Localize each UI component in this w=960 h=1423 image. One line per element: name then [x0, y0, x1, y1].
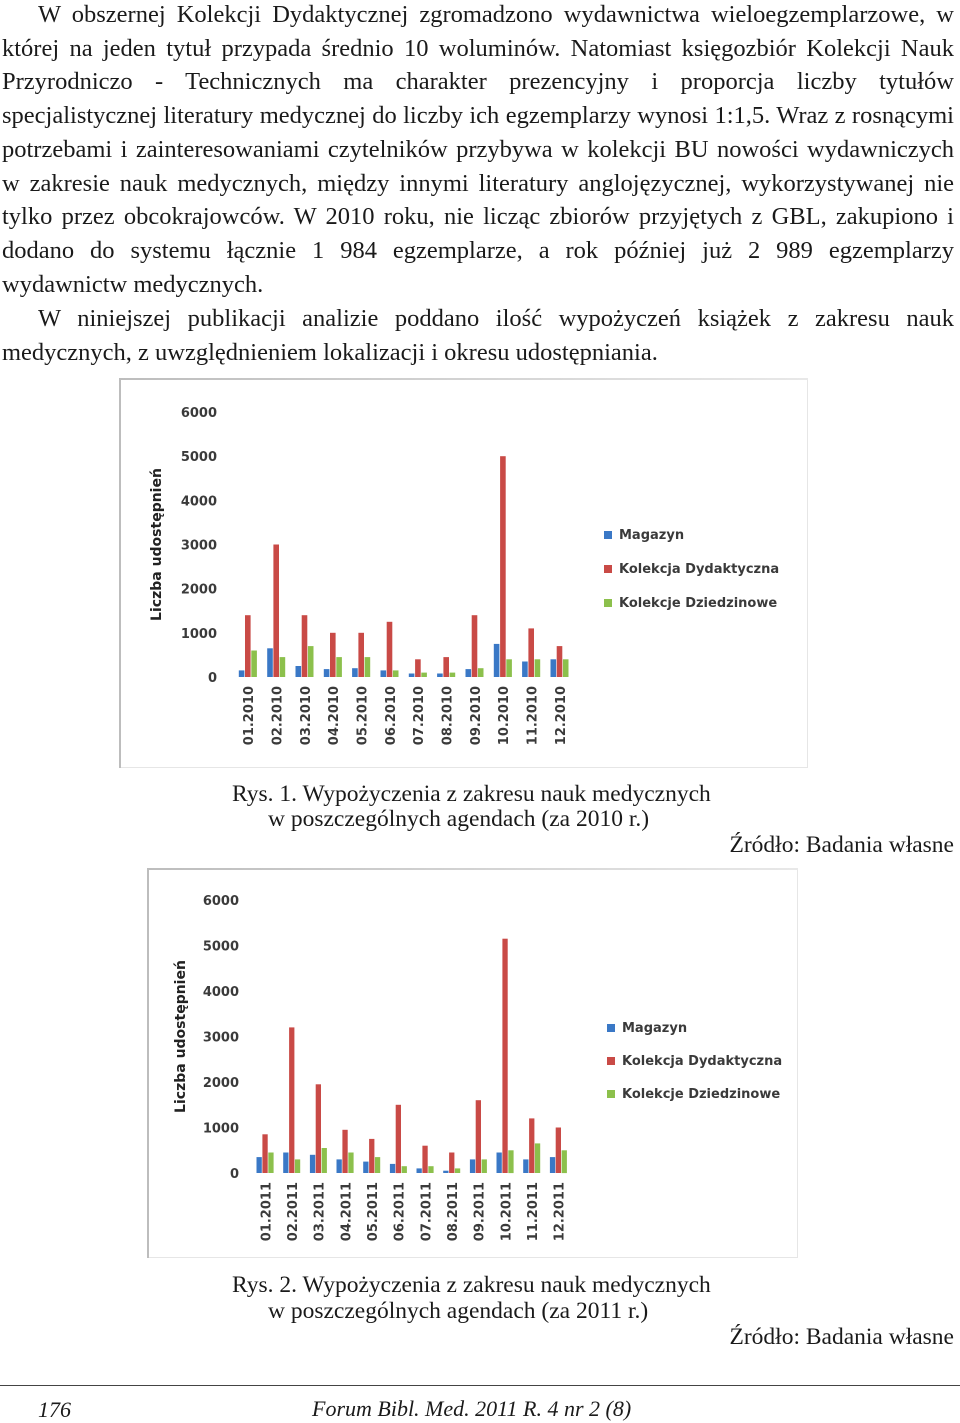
chart2-x-tick-label: 07.2011: [419, 1182, 435, 1242]
chart2-bar-magazyn: [443, 1171, 448, 1173]
chart2-bar-kolekcja-dydaktyczna: [316, 1084, 321, 1173]
chart2-y-tick-label: 6000: [202, 894, 239, 909]
chart1-bar-kolekcja-dydaktyczna: [358, 633, 364, 677]
chart2-y-tick-label: 1000: [202, 1121, 239, 1137]
chart1-y-axis-title: Liczba udostępnień: [149, 468, 165, 621]
chart2-x-tick-label: 05.2011: [366, 1182, 381, 1242]
chart2-bar-kolekcje-dziedzinowe: [402, 1166, 407, 1173]
chart1-y-tick-label: 6000: [180, 406, 217, 421]
chart1-x-tick-label: 05.2010: [355, 686, 371, 746]
chart2-bar-kolekcja-dydaktyczna: [396, 1105, 401, 1173]
body-paragraph-1: W obszernej Kolekcji Dydaktycznej zgromadzono wydawnictwa wieloegzemplarzowe, w której na jeden tytuł przypada średnio 10 woluminów. Natomiast księgozbiór Kolekcji Nauk Przyrodniczo - Technicznych ma charakter prezencyjny i proporcja liczby tytułów specjalistycznej literatury medycznej do liczby ich egzemplarzy wynosi 1:1,5. Wraz z rosnącymi potrzebami i zainteresowaniami czytelników przybywa w kolekcji BU nowości wydawniczych w zakresie nauk medycznych, między innymi literatury anglojęzycznej, wykorzystywanej nie tylko przez obcokrajowców. W 2010 roku, nie licząc zbiorów przyjętych z GBL, zakupiono i dodano do systemu łącznie 1 984 egzemplarze, a rok później już 2 989 egzemplarzy wydawnictw medycznych.: [2, 1, 954, 298]
chart1-bar-kolekcja-dydaktyczna: [245, 615, 251, 677]
chart1-y-tick-label: 0: [207, 671, 217, 686]
figure-2-source: Źródło: Badania własne: [729, 1324, 954, 1350]
figure-2-caption-line-1: Rys. 2. Wypożyczenia z zakresu nauk medycznych: [232, 1272, 711, 1298]
chart2-bar-kolekcje-dziedzinowe: [535, 1143, 540, 1173]
chart1-x-tick-label: 06.2010: [383, 686, 399, 746]
chart1-x-tick-label: 09.2010: [468, 686, 484, 746]
footer-rule: [0, 1385, 960, 1386]
chart1-bar-kolekcje-dziedzinowe: [365, 657, 371, 677]
chart2-bar-kolekcja-dydaktyczna: [289, 1027, 294, 1173]
chart2-x-tick-label: 02.2011: [286, 1182, 301, 1242]
chart2-legend-label: Kolekcja Dydaktyczna: [622, 1054, 783, 1069]
chart1-legend-swatch: [604, 599, 612, 607]
chart1-bar-kolekcja-dydaktyczna: [557, 646, 563, 677]
chart2-y-axis-title: Liczba udostępnień: [173, 960, 189, 1113]
chart2-x-tick-label: 12.2011: [552, 1182, 568, 1242]
chart1-bar-magazyn: [352, 668, 358, 677]
chart2-bar-kolekcja-dydaktyczna: [342, 1130, 347, 1173]
chart1-x-tick-label: 10.2010: [497, 686, 513, 746]
figure-2-caption-line-2: w poszczególnych agendach (za 2011 r.): [268, 1298, 649, 1324]
chart1-bar-kolekcja-dydaktyczna: [387, 622, 393, 677]
chart2-y-tick-label: 5000: [202, 939, 239, 955]
journal-citation: Forum Bibl. Med. 2011 R. 4 nr 2 (8): [312, 1396, 632, 1421]
chart1-y-tick-label: 2000: [180, 582, 217, 598]
page-number: 176: [38, 1397, 71, 1422]
chart2-bar-magazyn: [257, 1157, 262, 1173]
chart1-bar-kolekcja-dydaktyczna: [415, 659, 421, 677]
chart2-legend-swatch: [607, 1024, 615, 1032]
chart2-legend-label: Magazyn: [622, 1021, 688, 1036]
chart1-legend-label: Kolekcje Dziedzinowe: [619, 596, 778, 611]
chart2-legend-swatch: [607, 1090, 615, 1098]
chart1-bar-kolekcje-dziedzinowe: [478, 668, 484, 677]
chart1-x-tick-label: 08.2010: [440, 686, 456, 746]
figure-1-caption-line-1: Rys. 1. Wypożyczenia z zakresu nauk medycznych: [232, 781, 711, 807]
figure-1-caption-line-2: w poszczególnych agendach (za 2010 r.): [268, 806, 650, 832]
chart2-x-tick-label: 01.2011: [259, 1182, 275, 1242]
figure-1-bar-chart: [119, 378, 808, 768]
chart1-legend-swatch: [604, 565, 612, 573]
chart1-legend-label: Magazyn: [619, 528, 685, 543]
chart1-bar-magazyn: [551, 659, 557, 677]
chart1-bar-magazyn: [437, 674, 443, 678]
chart1-bar-magazyn: [381, 670, 387, 677]
chart1-bar-magazyn: [267, 648, 273, 677]
chart1-bar-kolekcja-dydaktyczna: [528, 628, 534, 677]
chart1-y-tick-label: 3000: [180, 538, 217, 554]
chart1-x-tick-label: 12.2010: [553, 686, 569, 746]
chart1-bar-kolekcje-dziedzinowe: [308, 646, 314, 677]
chart1-x-tick-label: 04.2010: [327, 686, 343, 746]
chart1-bar-magazyn: [409, 674, 415, 678]
chart1-bar-kolekcja-dydaktyczna: [330, 633, 336, 677]
chart1-bar-kolekcja-dydaktyczna: [273, 545, 279, 678]
chart2-x-tick-label: 08.2011: [446, 1182, 461, 1242]
chart2-bar-magazyn: [523, 1159, 528, 1173]
chart2-bar-magazyn: [390, 1164, 395, 1173]
chart2-bar-kolekcje-dziedzinowe: [562, 1150, 567, 1173]
chart1-bar-kolekcje-dziedzinowe: [450, 673, 456, 677]
chart1-bar-kolekcje-dziedzinowe: [336, 657, 342, 677]
chart1-bar-kolekcja-dydaktyczna: [500, 456, 506, 677]
chart1-bar-magazyn: [296, 666, 302, 677]
chart2-bar-kolekcje-dziedzinowe: [375, 1157, 380, 1173]
chart2-bar-kolekcja-dydaktyczna: [529, 1118, 534, 1173]
chart1-x-tick-label: 01.2010: [242, 686, 258, 746]
chart2-x-tick-label: 10.2011: [499, 1182, 515, 1242]
chart1-bar-magazyn: [466, 669, 472, 677]
chart1-legend-swatch: [604, 531, 612, 539]
chart1-legend-label: Kolekcja Dydaktyczna: [619, 562, 780, 577]
chart2-x-tick-label: 09.2011: [472, 1182, 488, 1242]
chart1-x-tick-label: 02.2010: [270, 686, 286, 746]
chart1-bar-kolekcja-dydaktyczna: [472, 615, 478, 677]
chart2-bar-magazyn: [310, 1155, 315, 1173]
figure-1-chart: [119, 378, 808, 768]
chart2-bar-kolekcje-dziedzinowe: [482, 1159, 487, 1173]
chart1-x-tick-label: 07.2010: [412, 686, 428, 746]
chart1-bar-kolekcje-dziedzinowe: [393, 670, 399, 677]
chart2-bar-kolekcje-dziedzinowe: [268, 1153, 273, 1174]
chart1-bar-magazyn: [494, 644, 500, 677]
chart2-bar-magazyn: [550, 1157, 555, 1173]
chart2-y-tick-label: 4000: [202, 985, 239, 1000]
chart2-y-tick-label: 3000: [202, 1030, 239, 1046]
chart2-bar-magazyn: [497, 1153, 502, 1174]
chart2-x-tick-label: 11.2011: [526, 1182, 541, 1242]
chart2-bar-kolekcje-dziedzinowe: [348, 1153, 353, 1174]
chart1-bar-kolekcje-dziedzinowe: [421, 673, 427, 677]
chart2-bar-kolekcje-dziedzinowe: [508, 1150, 513, 1173]
chart1-bar-kolekcja-dydaktyczna: [302, 615, 308, 677]
chart2-bar-kolekcja-dydaktyczna: [502, 939, 507, 1173]
chart1-bar-kolekcje-dziedzinowe: [280, 657, 286, 677]
chart2-bar-kolekcja-dydaktyczna: [476, 1100, 481, 1173]
chart1-bar-magazyn: [522, 662, 528, 678]
chart1-bar-kolekcja-dydaktyczna: [443, 657, 449, 677]
chart2-bar-kolekcje-dziedzinowe: [322, 1148, 327, 1173]
chart2-y-tick-label: 0: [229, 1167, 239, 1182]
chart2-x-tick-label: 04.2011: [339, 1182, 355, 1242]
chart2-bar-magazyn: [283, 1153, 288, 1174]
chart2-bar-magazyn: [470, 1159, 475, 1173]
chart1-bar-kolekcje-dziedzinowe: [506, 659, 512, 677]
chart2-bar-kolekcja-dydaktyczna: [369, 1139, 374, 1173]
chart2-bar-magazyn: [337, 1159, 342, 1173]
chart1-y-tick-label: 1000: [180, 626, 217, 642]
body-paragraph-2: W niniejszej publikacji analizie poddano ilość wypożyczeń książek z zakresu nauk medycznych, z uwzględnieniem lokalizacji i okresu udostępniania.: [2, 305, 954, 366]
figure-2-chart: [147, 868, 798, 1258]
chart2-bar-magazyn: [363, 1162, 368, 1173]
chart2-legend-swatch: [607, 1057, 615, 1065]
chart1-bar-kolekcje-dziedzinowe: [251, 651, 257, 678]
chart1-y-tick-label: 4000: [180, 494, 217, 510]
chart1-y-tick-label: 5000: [180, 450, 217, 466]
chart1-bar-kolekcje-dziedzinowe: [535, 659, 541, 677]
chart1-bar-magazyn: [239, 670, 245, 677]
chart1-bar-kolekcje-dziedzinowe: [563, 659, 569, 677]
chart2-bar-kolekcje-dziedzinowe: [295, 1159, 300, 1173]
chart1-x-tick-label: 03.2010: [298, 686, 314, 746]
chart1-x-tick-label: 11.2010: [525, 686, 541, 746]
chart2-bar-kolekcja-dydaktyczna: [556, 1128, 561, 1174]
figure-2-bar-chart: [147, 868, 798, 1258]
chart2-x-tick-label: 03.2011: [312, 1182, 328, 1242]
chart2-x-tick-label: 06.2011: [392, 1182, 408, 1242]
chart2-bar-kolekcje-dziedzinowe: [428, 1166, 433, 1173]
chart2-legend-label: Kolekcje Dziedzinowe: [622, 1087, 781, 1102]
chart2-bar-magazyn: [417, 1168, 422, 1173]
chart1-bar-magazyn: [324, 669, 330, 677]
chart2-bar-kolekcja-dydaktyczna: [422, 1146, 427, 1173]
chart2-bar-kolekcja-dydaktyczna: [262, 1134, 267, 1173]
chart2-bar-kolekcje-dziedzinowe: [455, 1168, 460, 1173]
figure-1-source: Źródło: Badania własne: [729, 832, 954, 858]
chart2-bar-kolekcja-dydaktyczna: [449, 1153, 454, 1174]
chart2-y-tick-label: 2000: [202, 1076, 239, 1091]
